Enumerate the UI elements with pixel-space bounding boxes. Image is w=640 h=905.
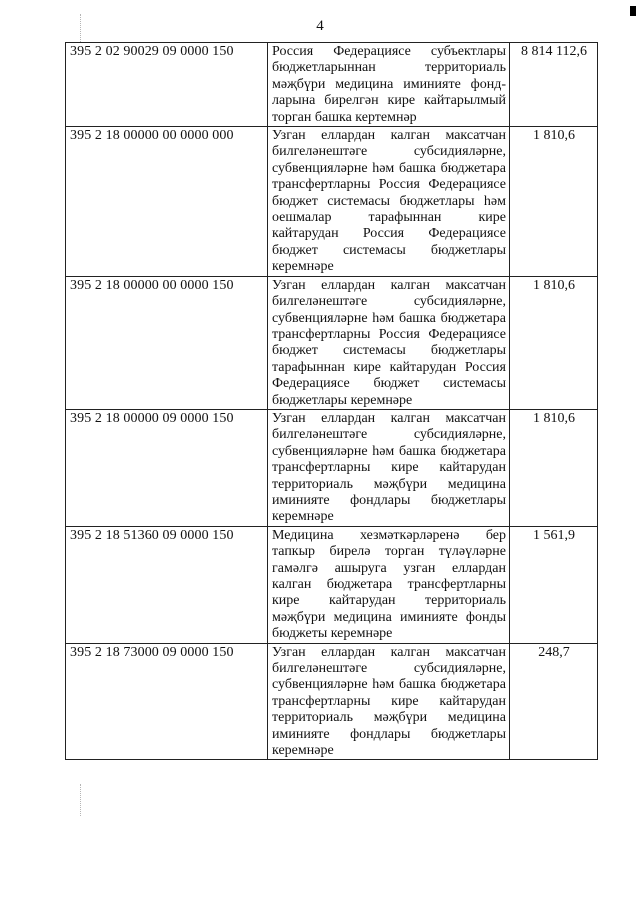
revenue-name-cell: Медицина хезмәткәрләренә бер тапкыр бирелә торган түләүләрне гамәлгә ашыруга узган еллардан калган бюджетара трансфертларны кире кайтарудан территориаль мәҗбүри медицина иминияте фонды бюджеты керемнәре — [268, 526, 510, 643]
budget-code-cell: 395 2 18 00000 00 0000 150 — [66, 276, 268, 409]
amount-cell: 248,7 — [510, 643, 598, 760]
budget-code-cell: 395 2 18 73000 09 0000 150 — [66, 643, 268, 760]
table-row — [66, 526, 598, 643]
budget-code-cell: 395 2 18 00000 09 0000 150 — [66, 409, 268, 526]
revenue-name-cell: Узган еллардан калган максатчан билгеләнештәге субсидияләрне, субвенцияләрне һәм башка бюджетара трансфертларны Россия Федерациясе бюджет системасы бюджетлары һәм оешмалар тарафыннан кире кайтарудан Россия Федерациясе бюджет системасы бюджетлары керемнәре — [268, 127, 510, 277]
page-number: 4 — [316, 18, 324, 34]
budget-code-cell: 395 2 18 00000 00 0000 000 — [66, 127, 268, 277]
table-row — [66, 127, 598, 277]
amount-cell: 1 810,6 — [510, 276, 598, 409]
amount-cell: 1 810,6 — [510, 127, 598, 277]
table-row — [66, 276, 598, 409]
revenue-name-cell: Узган еллардан калган максатчан билгеләнештәге субсидияләрне, субвенцияләрне һәм башка бюджетара трансфертларны кире кайтарудан территориаль мәҗбүри медицина иминияте фондлары бюджетлары керемнәре — [268, 643, 510, 760]
margin-dotted-line-bottom — [80, 784, 82, 816]
scan-corner-mark — [630, 6, 636, 16]
revenue-name-cell: Россия Федерациясе субъектлары бюджетларыннан территориаль мәҗбүри медицина иминияте фондларына бирелгән кире кайтарылмый торган башка кертемнәр — [268, 43, 510, 127]
table-row — [66, 643, 598, 760]
amount-cell: 1 810,6 — [510, 409, 598, 526]
revenue-name-cell: Узган еллардан калган максатчан билгеләнештәге субсидияләрне, субвенцияләрне һәм башка бюджетара трансфертларны кире кайтарудан территориаль мәҗбүри медицина иминияте фондлары бюджетлары керемнәре — [268, 409, 510, 526]
budget-revenue-table — [65, 42, 598, 760]
amount-cell: 8 814 112,6 — [510, 43, 598, 127]
amount-cell: 1 561,9 — [510, 526, 598, 643]
budget-code-cell: 395 2 18 51360 09 0000 150 — [66, 526, 268, 643]
table-row — [66, 409, 598, 526]
budget-code-cell: 395 2 02 90029 09 0000 150 — [66, 43, 268, 127]
table-row — [66, 43, 598, 127]
revenue-name-cell: Узган еллардан калган максатчан билгеләнештәге субсидияләрне, субвенцияләрне һәм башка бюджетара трансфертларны Россия Федерациясе бюджет системасы бюджетлары тарафыннан кире кайтарудан Россия Федерациясе бюджет системасы бюджетлары керемнәре — [268, 276, 510, 409]
